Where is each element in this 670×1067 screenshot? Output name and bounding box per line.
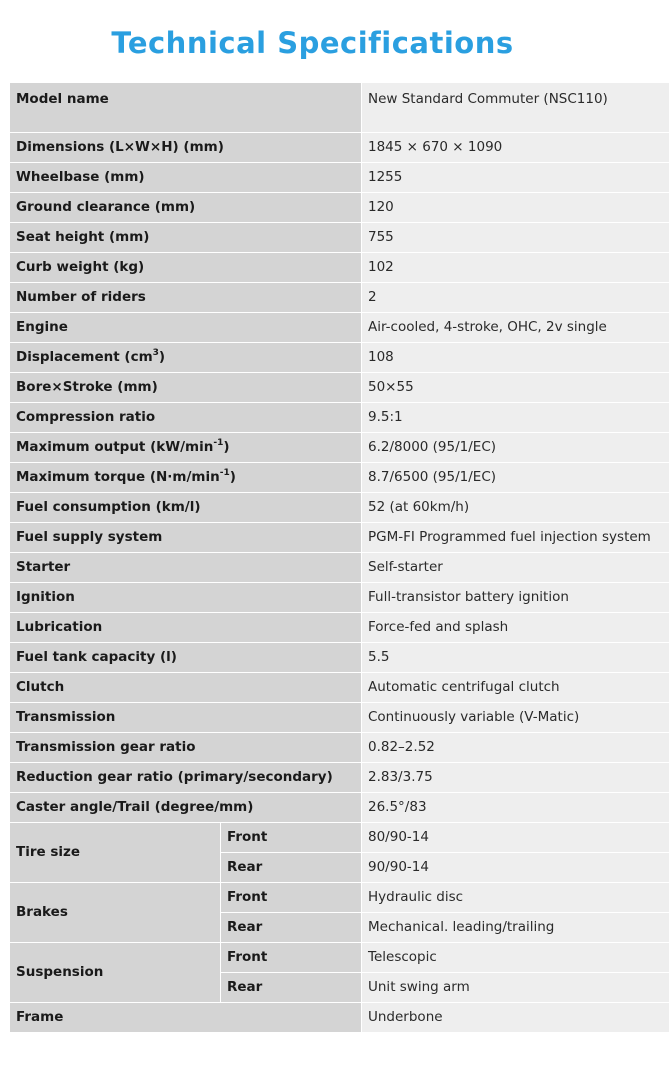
table-row — [10, 643, 670, 673]
table-row — [10, 373, 670, 403]
row-label: Starter — [10, 553, 362, 583]
table-row — [10, 313, 670, 343]
row-value: Full-transistor battery ignition — [362, 583, 670, 613]
row-value: Telescopic — [362, 943, 670, 973]
row-value: Hydraulic disc — [362, 883, 670, 913]
row-value: 26.5°/83 — [362, 793, 670, 823]
row-label: Transmission gear ratio — [10, 733, 362, 763]
sub-label: Rear — [221, 913, 362, 943]
row-label: Transmission — [10, 703, 362, 733]
row-value: 1845 × 670 × 1090 — [362, 133, 670, 163]
row-value: 6.2/8000 (95/1/EC) — [362, 433, 670, 463]
row-label: Compression ratio — [10, 403, 362, 433]
row-label: Ignition — [10, 583, 362, 613]
row-label: Maximum output $(kW/\min^{-1})$ — [10, 433, 362, 463]
group-label: Brakes — [10, 883, 221, 943]
sub-label: Front — [221, 883, 362, 913]
table-row — [10, 553, 670, 583]
row-value: 50×55 — [362, 373, 670, 403]
table-row — [10, 613, 670, 643]
table-row — [10, 193, 670, 223]
row-label: Fuel consumption (km/l) — [10, 493, 362, 523]
table-row — [10, 433, 670, 463]
table-row — [10, 223, 670, 253]
row-label: Number of riders — [10, 283, 362, 313]
row-value: 2 — [362, 283, 670, 313]
table-row — [10, 343, 670, 373]
row-label: Model name — [10, 83, 362, 133]
table-row — [10, 793, 670, 823]
table-row — [10, 523, 670, 553]
row-value: 8.7/6500 (95/1/EC) — [362, 463, 670, 493]
row-value: 755 — [362, 223, 670, 253]
table-row — [10, 733, 670, 763]
row-value: Mechanical. leading/trailing — [362, 913, 670, 943]
row-label: Caster angle/Trail (degree/mm) — [10, 793, 362, 823]
table-row — [10, 883, 670, 913]
row-label: Reduction gear ratio (primary/secondary) — [10, 763, 362, 793]
row-label: Ground clearance (mm) — [10, 193, 362, 223]
row-value: 120 — [362, 193, 670, 223]
row-label: Dimensions (L×W×H) (mm) — [10, 133, 362, 163]
row-value: 5.5 — [362, 643, 670, 673]
row-label: Displacement $(cm^3)$ — [10, 343, 362, 373]
table-row — [10, 403, 670, 433]
table-row — [10, 493, 670, 523]
table-row — [10, 163, 670, 193]
row-label: Curb weight (kg) — [10, 253, 362, 283]
row-label: Frame — [10, 1003, 362, 1033]
row-label: Seat height (mm) — [10, 223, 362, 253]
row-value: Self-starter — [362, 553, 670, 583]
row-value: 1255 — [362, 163, 670, 193]
sub-label: Front — [221, 943, 362, 973]
table-row — [10, 823, 670, 853]
table-row — [10, 673, 670, 703]
table-row — [10, 463, 670, 493]
sub-label: Front — [221, 823, 362, 853]
row-label: Fuel supply system — [10, 523, 362, 553]
table-row — [10, 253, 670, 283]
row-value: 102 — [362, 253, 670, 283]
table-row — [10, 83, 670, 133]
row-value: 0.82–2.52 — [362, 733, 670, 763]
table-row — [10, 943, 670, 973]
row-value: 108 — [362, 343, 670, 373]
specifications-table — [9, 82, 670, 1033]
table-row — [10, 763, 670, 793]
group-label: Tire size — [10, 823, 221, 883]
group-label: Suspension — [10, 943, 221, 1003]
row-label: Fuel tank capacity (l) — [10, 643, 362, 673]
row-value: 80/90-14 — [362, 823, 670, 853]
row-label: Engine — [10, 313, 362, 343]
table-row — [10, 133, 670, 163]
row-value: Force-fed and splash — [362, 613, 670, 643]
table-row — [10, 1003, 670, 1033]
table-row — [10, 283, 670, 313]
row-label: Clutch — [10, 673, 362, 703]
table-row — [10, 703, 670, 733]
row-label: Bore×Stroke (mm) — [10, 373, 362, 403]
sub-label: Rear — [221, 973, 362, 1003]
row-value: Unit swing arm — [362, 973, 670, 1003]
row-value: 90/90-14 — [362, 853, 670, 883]
row-value: New Standard Commuter (NSC110) — [362, 83, 670, 133]
row-value: 52 (at 60km/h) — [362, 493, 670, 523]
row-label: Wheelbase (mm) — [10, 163, 362, 193]
row-label: Lubrication — [10, 613, 362, 643]
row-value: 9.5:1 — [362, 403, 670, 433]
table-row — [10, 583, 670, 613]
row-value: Underbone — [362, 1003, 670, 1033]
row-value: 2.83/3.75 — [362, 763, 670, 793]
row-label: Maximum torque $(N\cdot m/\min^{-1})$ — [10, 463, 362, 493]
sub-label: Rear — [221, 853, 362, 883]
row-value: Continuously variable (V-Matic) — [362, 703, 670, 733]
page-title: Technical Specifications — [111, 26, 514, 60]
row-value: Air-cooled, 4-stroke, OHC, 2v single — [362, 313, 670, 343]
row-value: PGM-FI Programmed fuel injection system — [362, 523, 670, 553]
row-value: Automatic centrifugal clutch — [362, 673, 670, 703]
